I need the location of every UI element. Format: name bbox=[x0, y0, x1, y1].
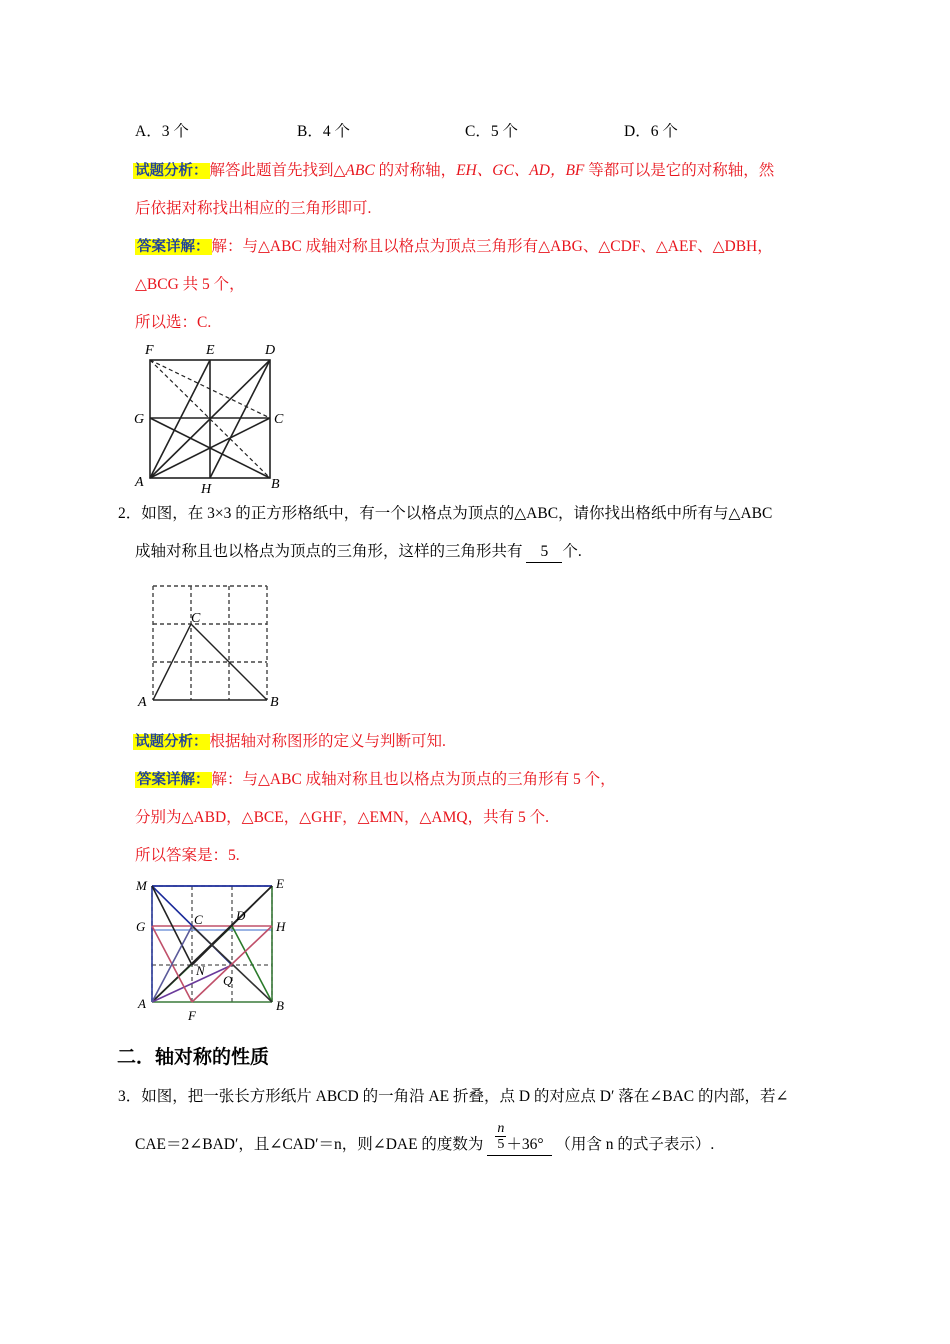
answer-rest: ＋36° bbox=[506, 1136, 544, 1153]
label-A: A bbox=[135, 475, 144, 490]
label-F: F bbox=[145, 343, 154, 358]
answer-text: 解：与△ABC 成轴对称且也以格点为顶点的三角形有 5 个， bbox=[211, 771, 616, 788]
analysis-text: 根据轴对称图形的定义与判断可知. bbox=[209, 733, 446, 750]
label-H: H bbox=[276, 919, 286, 934]
q1-answer-line1 bbox=[133, 237, 773, 257]
q2-analysis bbox=[133, 732, 446, 752]
answer-tag: 答案详解： bbox=[137, 772, 210, 788]
label-D: D bbox=[265, 343, 276, 358]
analysis-text: 的对称轴， bbox=[374, 162, 457, 179]
triangle-name: ABC bbox=[345, 162, 375, 179]
option-d[interactable]: D．6 个 bbox=[624, 123, 678, 140]
q2-grid-figure bbox=[135, 578, 295, 713]
q2-stem-line1: 2．如图，在 3×3 的正方形格纸中，有一个以格点为顶点的△ABC，请你找出格纸中所有与△ABC bbox=[118, 505, 773, 522]
q2-stem-line2 bbox=[135, 542, 582, 563]
label-F: F bbox=[188, 1008, 196, 1023]
label-E: E bbox=[276, 876, 284, 891]
label-C: C bbox=[274, 412, 284, 427]
fraction-denominator: 5 bbox=[497, 1136, 505, 1152]
label-M: M bbox=[136, 878, 147, 893]
q2-answer-line1 bbox=[133, 770, 616, 790]
label-Q: Q bbox=[223, 973, 233, 988]
stem-text: 个. bbox=[562, 543, 582, 560]
stem-text: CAE＝2∠BAD′，且∠CAD′＝n，则∠DAE 的度数为 bbox=[135, 1136, 484, 1153]
q2-answer-line3: 所以答案是：5. bbox=[135, 847, 240, 864]
analysis-text: 等都可以是它的对称轴，然 bbox=[584, 162, 775, 179]
label-A: A bbox=[138, 695, 147, 710]
stem-text: （用含 n 的式子表示）. bbox=[555, 1136, 715, 1153]
label-B: B bbox=[276, 998, 284, 1013]
label-G: G bbox=[136, 919, 146, 934]
label-C: C bbox=[191, 611, 201, 626]
label-B: B bbox=[270, 695, 279, 710]
answer-blank[interactable]: 5 bbox=[526, 542, 562, 563]
label-H: H bbox=[201, 482, 212, 497]
q1-figure bbox=[128, 338, 288, 498]
label-E: E bbox=[206, 343, 215, 358]
option-b[interactable]: B．4 个 bbox=[297, 123, 350, 140]
analysis-tag: 试题分析： bbox=[135, 163, 208, 179]
option-c[interactable]: C．5 个 bbox=[465, 123, 518, 140]
fraction-numerator: n bbox=[497, 1120, 505, 1136]
answer-fraction bbox=[495, 1121, 506, 1152]
q2-answer-line2: 分别为△ABD，△BCE，△GHF，△EMN，△AMQ，共有 5 个. bbox=[135, 809, 549, 826]
q2-answer-figure bbox=[130, 870, 300, 1025]
option-a[interactable]: A．3 个 bbox=[135, 123, 189, 140]
section-heading: 二．轴对称的性质 bbox=[117, 1046, 270, 1068]
answer-tag: 答案详解： bbox=[137, 239, 210, 255]
answer-blank[interactable] bbox=[487, 1120, 551, 1156]
label-G: G bbox=[134, 412, 145, 427]
label-N: N bbox=[196, 963, 205, 978]
answer-text: 解：与△ABC 成轴对称且以格点为顶点三角形有△ABG、△CDF、△AEF、△DBH， bbox=[211, 238, 773, 255]
label-B: B bbox=[271, 477, 280, 492]
q1-analysis-line2: 后依据对称找出相应的三角形即可. bbox=[135, 200, 372, 217]
label-D: D bbox=[236, 908, 246, 923]
stem-text: 成轴对称且也以格点为顶点的三角形，这样的三角形共有 bbox=[135, 543, 523, 560]
analysis-tag: 试题分析： bbox=[135, 734, 208, 750]
q3-stem-line1: 3．如图，把一张长方形纸片 ABCD 的一角沿 AE 折叠，点 D 的对应点 D′ 落在∠BAC 的内部，若∠ bbox=[118, 1088, 789, 1105]
label-C: C bbox=[194, 912, 203, 927]
q1-analysis-line1 bbox=[133, 161, 774, 181]
q1-answer-line2: △BCG 共 5 个， bbox=[135, 276, 245, 293]
label-A: A bbox=[138, 996, 146, 1011]
analysis-text: 解答此题首先找到△ bbox=[209, 162, 346, 179]
q1-answer-line3: 所以选：C. bbox=[135, 314, 212, 331]
q3-stem-line2 bbox=[135, 1120, 715, 1156]
axis-list: EH、GC、AD，BF bbox=[456, 162, 585, 179]
